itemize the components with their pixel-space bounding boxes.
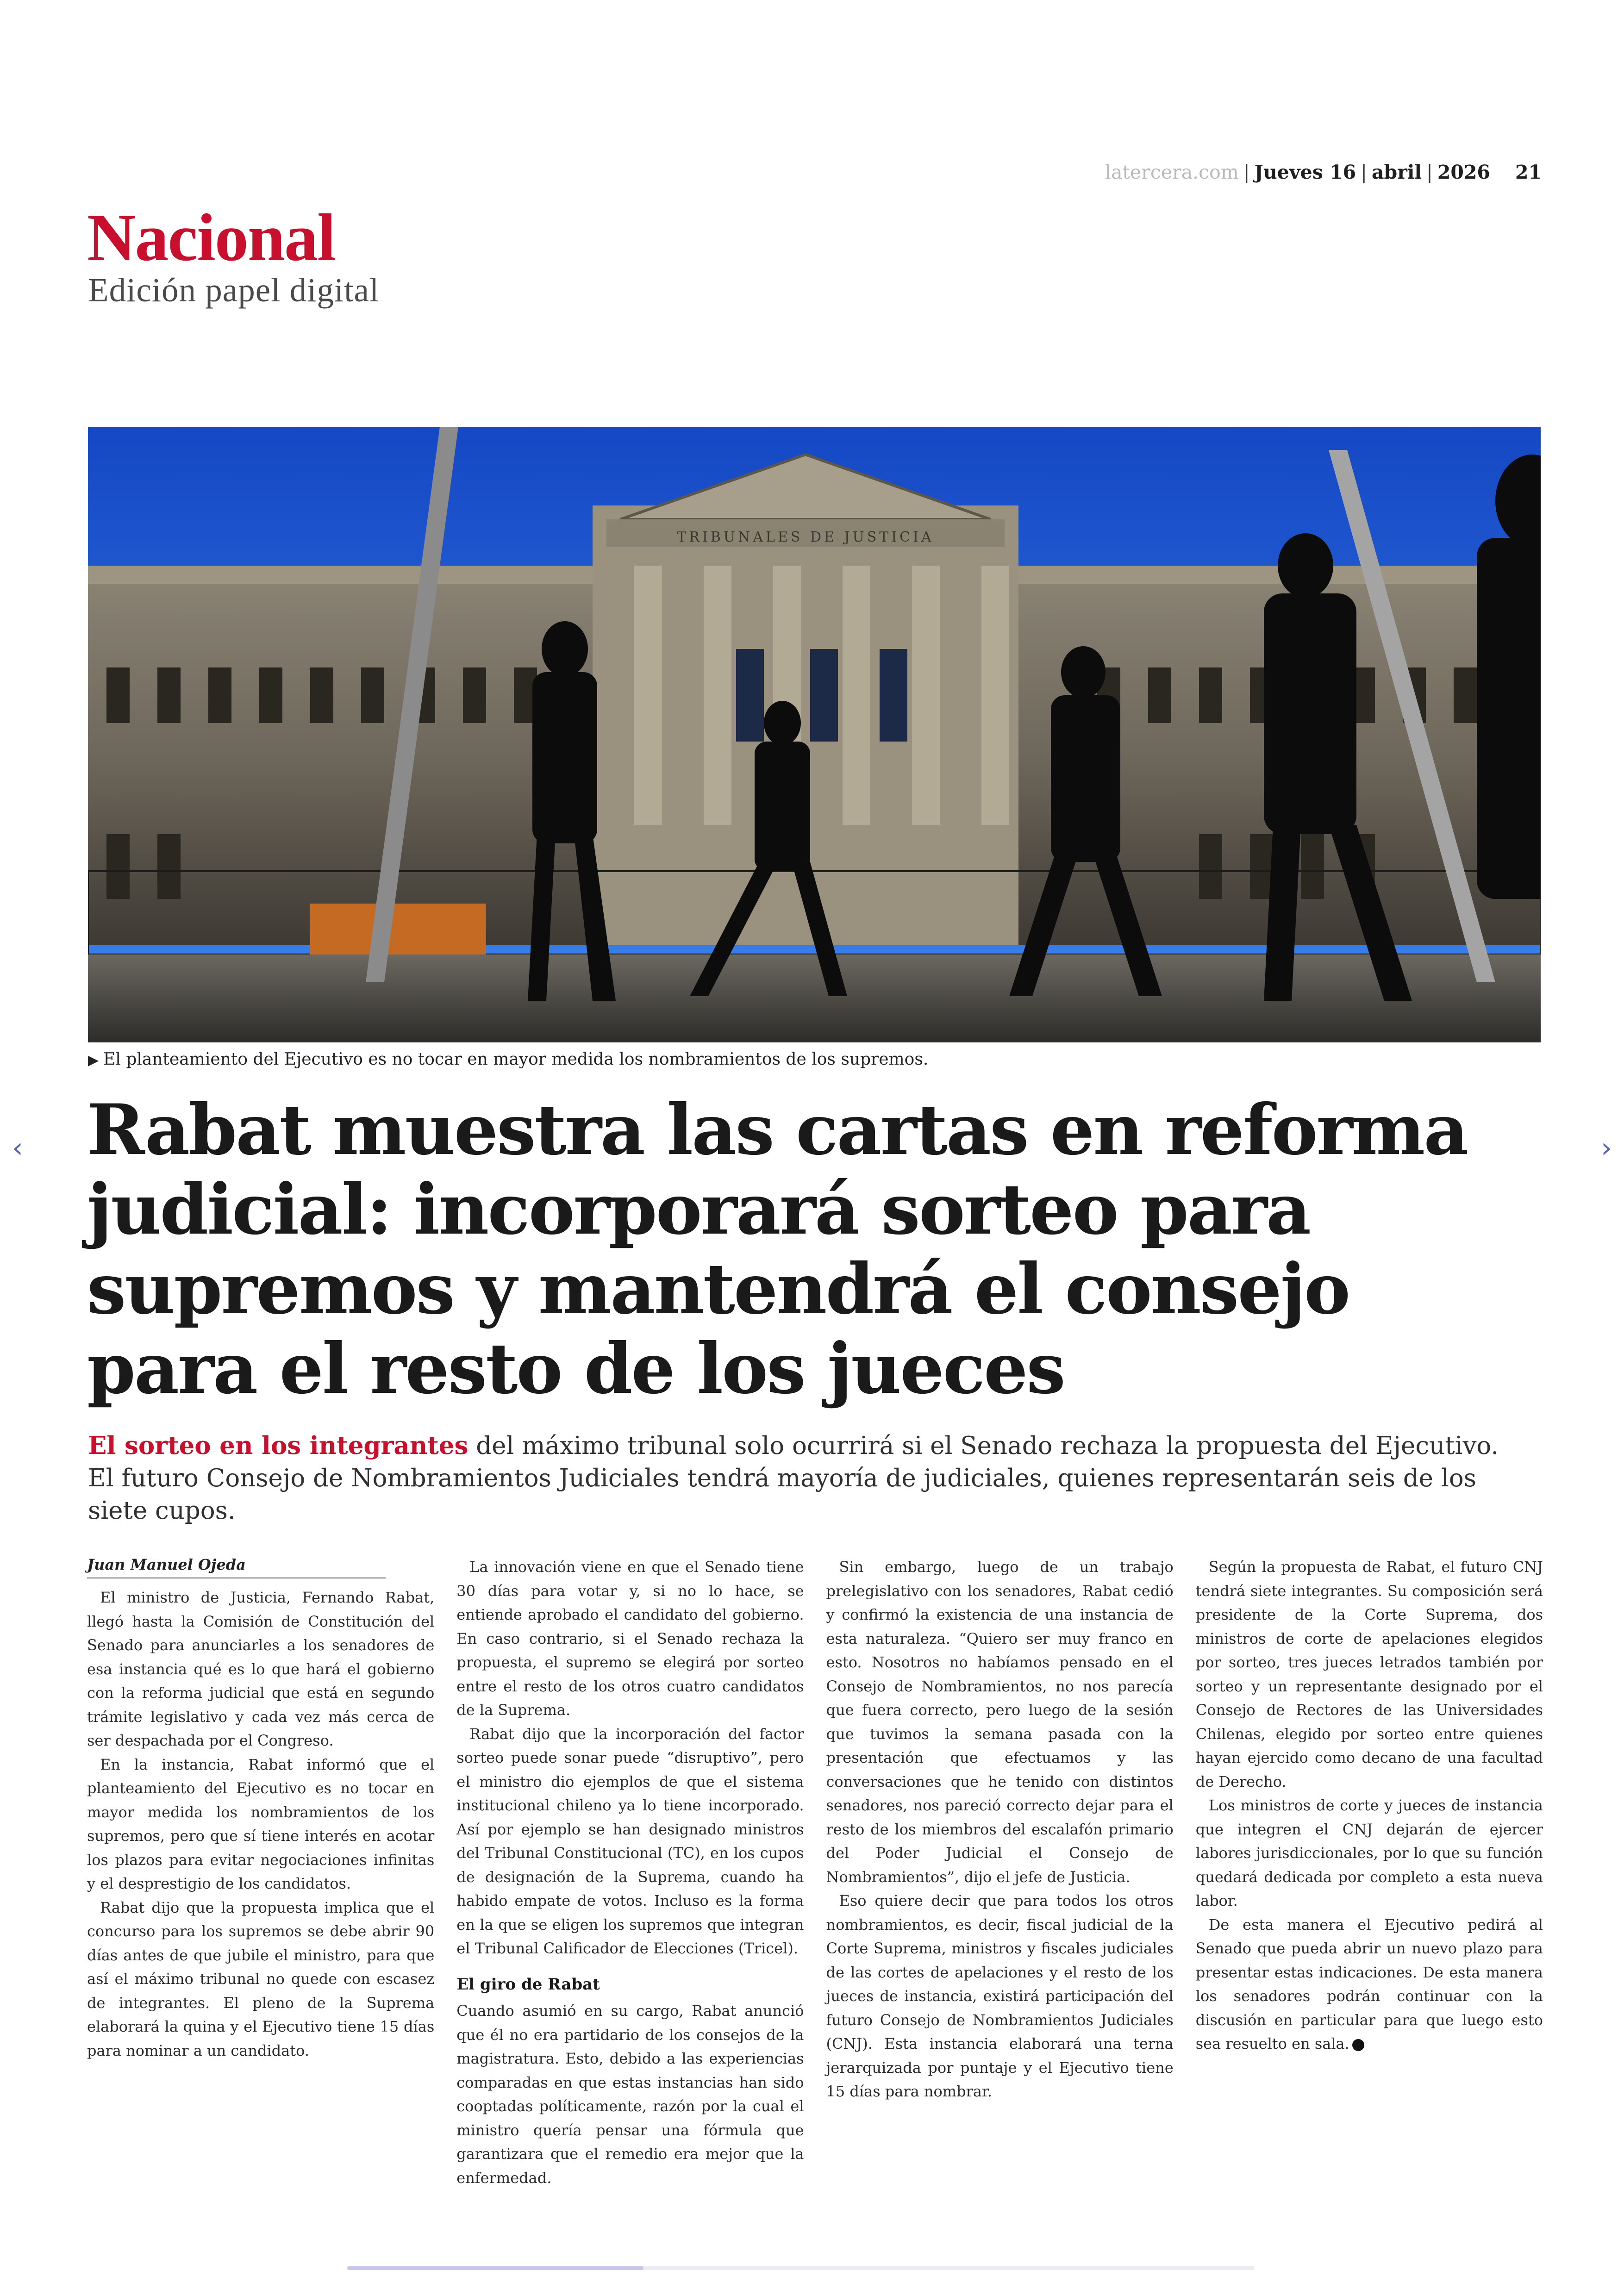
paragraph: La innovación viene en que el Senado tiene 30 días para votar y, si no lo hace, se entiende aprobado el candidato del gobierno. En caso contrario, si el Senado rechaza la propuesta, el supremo se elegirá por sorteo entre el resto de los otros cuatro candidatos de la Suprema. bbox=[456, 1558, 804, 1719]
paragraph: En la instancia, Rabat informó que el planteamiento del Ejecutivo es no tocar en mayor medida los nombramientos de los supremos, pero que sí tiene interés en acotar los plazos para evitar negociaciones infinitas y el desprestigio de los candidatos. bbox=[87, 1755, 435, 1892]
byline: Juan Manuel Ojeda bbox=[87, 1555, 386, 1578]
article-subhead: El giro de Rabat bbox=[456, 1975, 600, 1994]
prev-page-button[interactable] bbox=[4, 1129, 31, 1166]
article-column-4 bbox=[1196, 1555, 1543, 2190]
page-scrollbar-track[interactable] bbox=[347, 2266, 1255, 2270]
article-column-3 bbox=[826, 1555, 1174, 2190]
paragraph-text: De esta manera el Ejecutivo pedirá al Senado que pueda abrir un nuevo plazo para presentar estas indicaciones. De esta manera los senadores podrán continuar con la discusión en particular para que luego esto sea resuelto en sala. bbox=[1195, 1915, 1543, 2052]
chevron-right-icon: › bbox=[1601, 1132, 1612, 1164]
photo-caption bbox=[88, 1050, 1541, 1069]
chevron-left-icon: ‹ bbox=[12, 1132, 23, 1164]
paragraph: Rabat dijo que la propuesta implica que el concurso para los supremos se debe abrir 90 días antes de que jubile el ministro, para que así el máximo tribunal no quede con escasez de integrantes. El pleno de la Suprema elaborará la quina y el Ejecutivo tiene 15 días para nominar a un candidato. bbox=[87, 1898, 435, 2059]
page-folio: latercera.com | Jueves 16 | abril | 2026 21 bbox=[1105, 161, 1542, 183]
courthouse-photo-illustration bbox=[88, 427, 1541, 1042]
article-column-1 bbox=[87, 1555, 434, 2190]
article-column-2 bbox=[456, 1555, 804, 2190]
paragraph: Eso quiere decir que para todos los otros nombramientos, es decir, fiscal judicial de la Corte Suprema, ministros y fiscales judiciales de las cortes de apelaciones y el resto de los jueces de instancia, existirá participación del futuro Consejo de Nombramientos Judiciales (CNJ). Esta instancia elaborará una terna jerarquizada por puntaje y el Ejecutivo tiene 15 días para nombrar. bbox=[826, 1892, 1174, 2100]
paragraph: El ministro de Justicia, Fernando Rabat, llegó hasta la Comisión de Constitución del Senado para anunciarles a los senadores de esa instancia qué es lo que hará el gobierno con la reforma judicial que está en segundo trámite legislativo y cada vez más cerca de ser despachada por el Congreso. bbox=[87, 1589, 435, 1749]
building-inscription: TRIBUNALES DE JUSTICIA bbox=[677, 529, 934, 545]
article-photo bbox=[88, 427, 1541, 1042]
page-scrollbar-thumb[interactable] bbox=[347, 2266, 643, 2270]
paragraph: Sin embargo, luego de un trabajo prelegislativo con los senadores, Rabat cedió y confirmó la existencia de una instancia de esta naturaleza. “Quiero ser muy franco en esto. Nosotros no habíamos pensado en el Consejo de Nombramientos, no nos parecía que fuera correcto, pero luego de la sesión que tuvimos la semana pasada con la presentación que efectuamos y las conversaciones que he tenido con distintos senadores, nos pareció correcto dejar para el resto de los miembros del escalafón primario del Poder Judicial el Consejo de Nombramientos”, dijo el jefe de Justicia. bbox=[826, 1558, 1174, 1886]
caption-arrow-icon: ▶ bbox=[88, 1052, 99, 1068]
photo-caption-text: El planteamiento del Ejecutivo es no tocar en mayor medida los nombramientos de los supremos. bbox=[103, 1050, 929, 1069]
edition-label: Edición papel digital bbox=[88, 271, 380, 309]
issue-year: 2026 bbox=[1437, 161, 1490, 183]
page-number: 21 bbox=[1515, 161, 1542, 183]
site-name: latercera.com bbox=[1105, 161, 1239, 183]
paragraph: Según la propuesta de Rabat, el futuro CNJ tendrá siete integrantes. Su composición será presidente de la Corte Suprema, dos ministros de corte de apelaciones elegidos por sorteo, tres jueces letrados también por sorteo y un representante designado por el Consejo de Rectores de las Universidades Chilenas, elegido por sorteo entre quienes hayan ejercido como decano de una facultad de Derecho. bbox=[1195, 1558, 1543, 1790]
article-headline: Rabat muestra las cartas en reforma judicial: incorporará sorteo para supremos y mantendrá el consejo para el resto de los jueces bbox=[87, 1089, 1468, 1409]
end-mark-icon bbox=[1352, 2039, 1364, 2051]
paragraph: Cuando asumió en su cargo, Rabat anunció que él no era partidario de los consejos de la magistratura. Esto, debido a las experiencias comparadas en que estas instancias han sido cooptadas políticamente, razón por la cual el ministro quería pensar una fórmula que garantizara que el remedio era mejor que la enfermedad. bbox=[456, 2002, 804, 2187]
lede-lead-in: El sorteo en los integrantes bbox=[88, 1431, 468, 1460]
lede-text: del máximo tribunal solo ocurrirá si el Senado rechaza la propuesta del Ejecutivo. El futuro Consejo de Nombramientos Judiciales tendrá mayoría de judiciales, quienes representarán seis de los siete cupos. bbox=[88, 1432, 1499, 1525]
issue-day: Jueves 16 bbox=[1254, 161, 1356, 183]
next-page-button[interactable] bbox=[1593, 1129, 1620, 1166]
paragraph bbox=[1196, 1913, 1543, 2056]
paragraph: Los ministros de corte y jueces de instancia que integren el CNJ dejarán de ejercer labores jurisdiccionales, por lo que su función quedará dedicada por completo a esta nueva labor. bbox=[1195, 1796, 1543, 1909]
article-body bbox=[87, 1555, 1543, 2187]
section-title: Nacional bbox=[87, 200, 335, 275]
issue-month: abril bbox=[1371, 161, 1422, 183]
paragraph: Rabat dijo que la incorporación del factor sorteo puede sonar puede “disruptivo”, pero el ministro dio ejemplos de que el sistema institucional chileno ya lo tiene incorporado. Así por ejemplo se han designado ministros del Tribunal Constitucional (TC), en los cupos de designación de la Suprema, cuando ha habido empate de votos. Incluso es la forma en la que se eligen los supremos que integran el Tribunal Calificador de Elecciones (Tricel). bbox=[456, 1725, 804, 1957]
article-lede bbox=[88, 1429, 1528, 1527]
